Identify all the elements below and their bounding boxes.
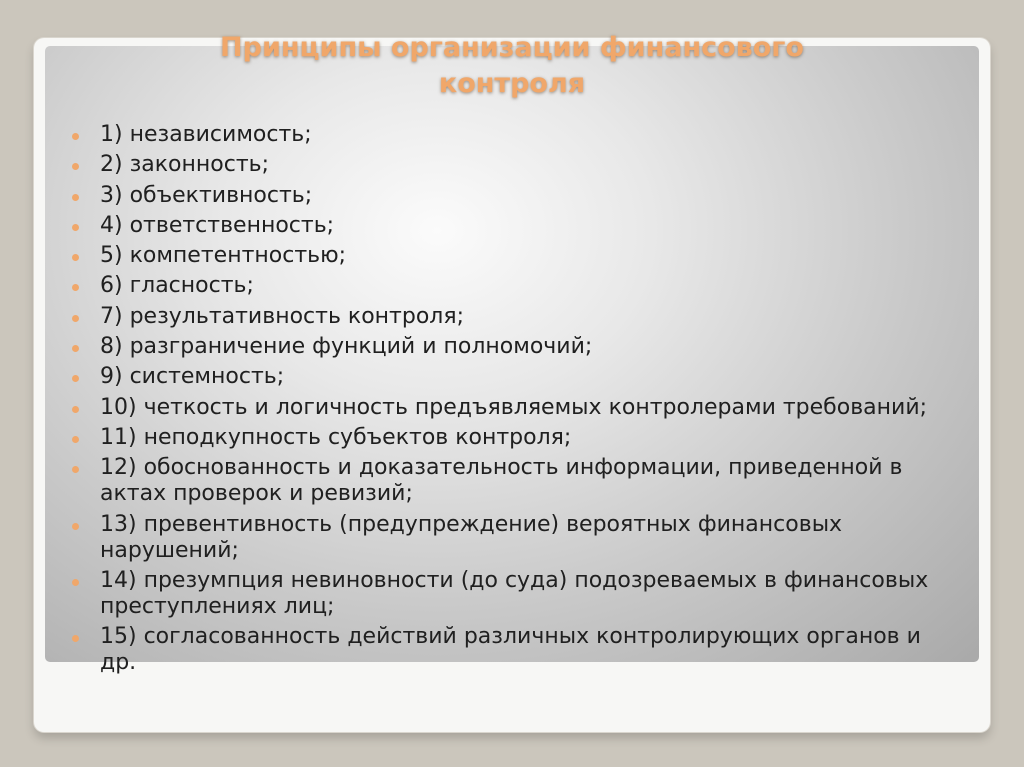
- list-item-text: 14) презумпция невиновности (до суда) подозреваемых в финансовых преступлениях лиц;: [100, 567, 929, 619]
- bullet-icon: [72, 254, 79, 261]
- list-item: [72, 122, 962, 148]
- bullet-icon: [72, 579, 79, 586]
- list-item-text: 13) превентивность (предупреждение) вероятных финансовых нарушений;: [100, 511, 843, 563]
- list-item-text: 11) неподкупность субъектов контроля;: [100, 424, 572, 450]
- bullet-icon: [72, 375, 79, 382]
- list-item-text: 7) результативность контроля;: [100, 303, 464, 329]
- principles-list: [72, 122, 962, 680]
- list-item: [72, 512, 962, 564]
- list-item-text: 5) компетентностью;: [100, 243, 347, 269]
- list-item-text: 9) системность;: [100, 364, 285, 390]
- list-item: [72, 425, 962, 451]
- list-item: [72, 243, 962, 269]
- slide-title: [45, 30, 979, 102]
- list-item-text: 2) законность;: [100, 152, 270, 178]
- list-item: [72, 183, 962, 209]
- list-item: [72, 568, 962, 620]
- list-item: [72, 455, 962, 507]
- bullet-icon: [72, 224, 79, 231]
- list-item: [72, 334, 962, 360]
- bullet-icon: [72, 635, 79, 642]
- bullet-icon: [72, 315, 79, 322]
- list-item: [72, 213, 962, 239]
- bullet-icon: [72, 345, 79, 352]
- list-item-text: 8) разграничение функций и полномочий;: [100, 334, 593, 360]
- slide-title-line-1: Принципы организации финансового: [220, 32, 804, 63]
- bullet-icon: [72, 466, 79, 473]
- slide-title-line-2: контроля: [438, 68, 586, 99]
- list-item: [72, 395, 962, 421]
- list-item: [72, 624, 962, 676]
- list-item: [72, 273, 962, 299]
- bullet-icon: [72, 284, 79, 291]
- list-item-text: 12) обоснованность и доказательность информации, приведенной в актах проверок и ревизий;: [100, 455, 903, 507]
- list-item-text: 1) независимость;: [100, 122, 312, 147]
- list-item: [72, 304, 962, 330]
- list-item-text: 6) гласность;: [100, 273, 254, 299]
- bullet-icon: [72, 436, 79, 443]
- bullet-icon: [72, 194, 79, 201]
- list-item-text: 3) объективность;: [100, 182, 313, 208]
- bullet-icon: [72, 163, 79, 170]
- list-item: [72, 152, 962, 178]
- list-item-text: 4) ответственность;: [100, 212, 335, 238]
- bullet-icon: [72, 406, 79, 413]
- bullet-icon: [72, 133, 79, 140]
- list-item: [72, 364, 962, 390]
- bullet-icon: [72, 523, 79, 530]
- list-item-text: 10) четкость и логичность предъявляемых контролерами требований;: [100, 394, 928, 420]
- list-item-text: 15) согласованность действий различных контролирующих органов и др.: [100, 624, 921, 676]
